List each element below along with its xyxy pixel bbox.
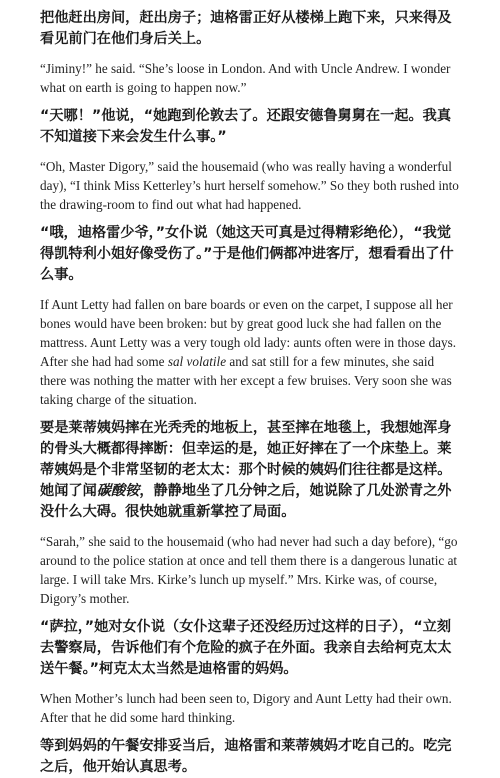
chinese-paragraph	[40, 8, 460, 50]
paragraph-text: “天哪！”他说，“她跑到伦敦去了。还跟安德鲁舅舅在一起。我真不知道接下来会发生什么事。”	[40, 108, 452, 145]
paragraph-text: ，静静地坐了几分钟之后，她说除了几处淤青之外没什么大碍。很快她就重新掌控了局面。	[40, 483, 452, 520]
paragraph-text: “Jiminy!” he said. “She’s loose in London. And with Uncle Andrew. I wonder what on earth is going to happen now.”	[40, 61, 454, 95]
italic-term: 碳酸铵	[96, 483, 140, 499]
paragraph-text: “Sarah,” she said to the housemaid (who had never had such a day before), “go around to the police station at once and tell them there is a dangerous lunatic at large. I will take Mrs. Kirke’s lunch up myself.” Mrs. Kirke was, of course, Digory’s mother.	[40, 534, 461, 606]
paragraph-text: If Aunt Letty had fallen on bare boards or even on the carpet, I suppose all her bones would have been broken: but by great good luck she had fallen on the mattress. Aunt Letty was a very tough old lady: aunts often were in those days. After she had had some	[40, 297, 459, 369]
chinese-paragraph	[40, 418, 460, 523]
chinese-paragraph	[40, 223, 460, 286]
english-paragraph	[40, 689, 460, 727]
paragraph-text: “哦，迪格雷少爷，”女仆说（她这天可真是过得精彩绝伦），“我觉得凯特利小姐好像受伤了。”于是他们俩都冲进客厅，想看看出了什么事。	[40, 225, 454, 283]
paragraph-text: “Oh, Master Digory,” said the housemaid (who was really having a wonderful day), “I think Miss Ketterley’s hurt herself somehow.” So they both rushed into the drawing-room to find out what had happened.	[40, 159, 463, 212]
english-paragraph	[40, 59, 460, 97]
paragraph-text: 把他赶出房间，赶出房子；迪格雷正好从楼梯上跑下来，只来得及看见前门在他们身后关上。	[40, 10, 452, 47]
english-paragraph	[40, 295, 460, 409]
paragraph-text: and sat still for a few minutes, she said there was nothing the matter with her except a few bruises. Very soon she was taking charge of the situation.	[40, 354, 456, 407]
english-paragraph	[40, 532, 460, 608]
paragraph-text: 等到妈妈的午餐安排妥当后，迪格雷和莱蒂姨妈才吃自己的。吃完之后，他开始认真思考。	[40, 738, 452, 775]
paragraph-text: When Mother’s lunch had been seen to, Digory and Aunt Letty had their own. After that he did some hard thinking.	[40, 691, 455, 725]
italic-term: sal volatile	[167, 354, 227, 369]
chinese-paragraph	[40, 736, 460, 778]
paragraph-text: “萨拉，”她对女仆说（女仆这辈子还没经历过这样的日子），“立刻去警察局，告诉他们有个危险的疯子在外面。我亲自去给柯克太太送午餐。”柯克太太当然是迪格雷的妈妈。	[40, 619, 452, 677]
chinese-paragraph	[40, 617, 460, 680]
chinese-paragraph	[40, 106, 460, 148]
paragraph-text: 要是莱蒂姨妈摔在光秃秃的地板上，甚至摔在地毯上，我想她浑身的骨头大概都得摔断：但幸运的是，她正好摔在了一个床垫上。莱蒂姨妈是个非常坚韧的老太太：那个时候的姨妈们往往都是这样。她闻了闻	[40, 420, 452, 499]
english-paragraph	[40, 157, 463, 214]
